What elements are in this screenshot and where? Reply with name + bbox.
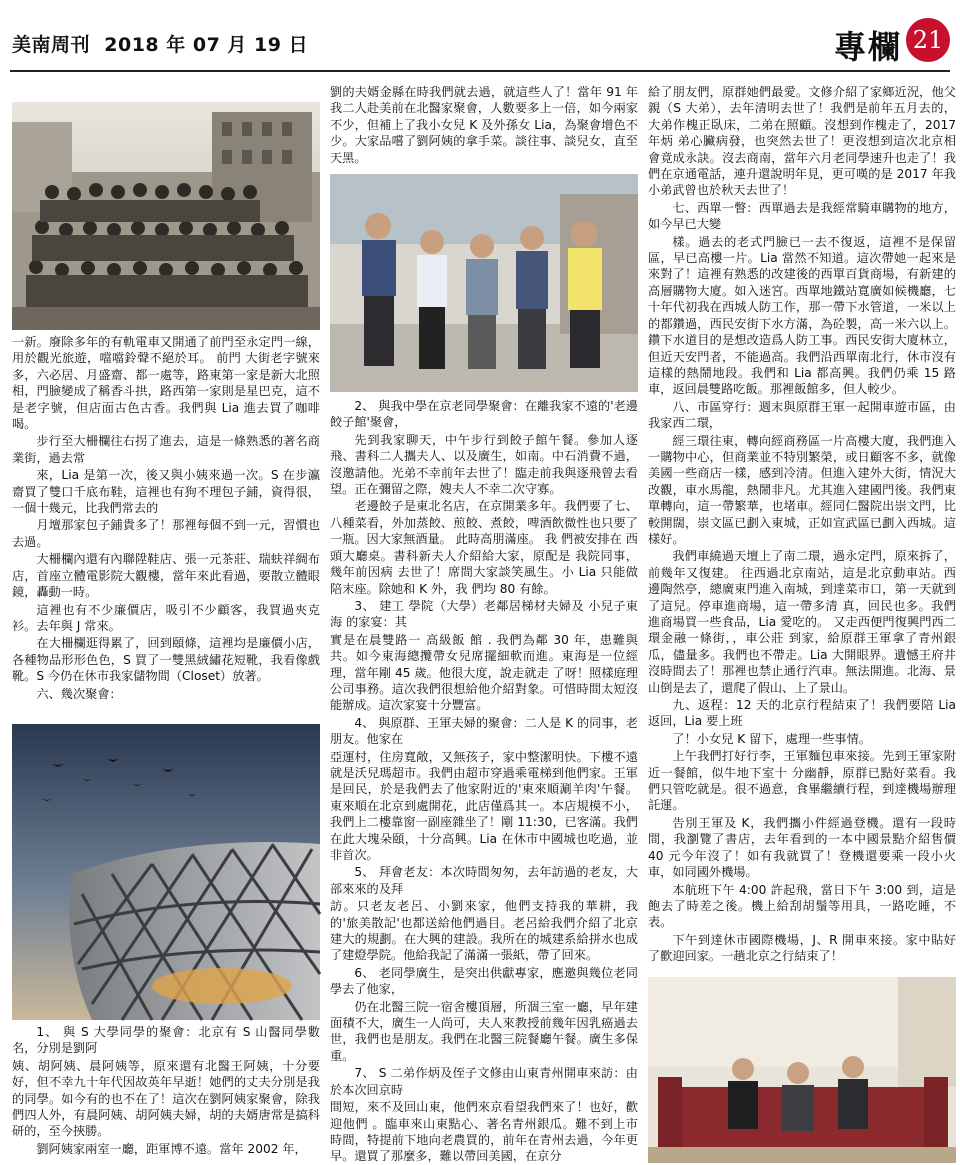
col3-paragraph-7: 九、返程：12 天的北京行程結束了！我們要陪 Lia 返回，Lia 要上班 [648,698,956,729]
col3-paragraph-11: 本航班下午 4:00 許起飛，當日下午 3:00 到，這是飽去了時差之後。機上給刮胡鬚等用具，一路吃睡，不表。 [648,882,956,930]
col2-paragraph-7: 4、 與原群、王軍夫婦的聚會：二人是 K 的同事，老朋友。他家在 [330,715,638,747]
col3-paragraph-6: 我們車繞過天壇上了南二環，過永定門，原來拆了，前幾年又復建。 往西過北京南站，這是北京動車站。西邊陶然亭，總廣東門進入南城，到達菜市口，第一天就到了這兒。停車進商場，這一帶多清 真，回民也多。我們進商場買一些食品，Lia 愛吃的。 又走西便門復興門西二環金融一條街，，車公莊 到家，給原群王軍拿了青州銀瓜，儘量多。我們也不帶走。Lia 大開眼界。遺憾王府井沒時間去了！那裡也禁止通行汽車。無法開進。北海、景山倒是去了，還爬了假山、上了景山。 [648,549,956,695]
five-people-photo [330,174,638,392]
col3-paragraph-10: 告別王軍及 K，我們攜小件經過登機。還有一段時間，我瀏覽了書店，去年看到的一本中國景點介紹售價 40 元今年沒了！如有我就買了！登機還要乘一段小火車，如同國外機場。 [648,815,956,880]
home-sofa-photo [648,977,956,1163]
birds-nest-stadium-photo [12,724,320,1020]
vintage-group-photo [12,102,320,330]
masthead [12,30,308,57]
col3-paragraph-3: 樣。過去的老式門臉已一去不復返，這裡不是保留區，早已高樓一片。Lia 當然不知道。這次帶她一起來是來對了！這裡有熟悉的改建後的西單百貨商場，有新建的高層購物大廈。如入迷宮。西單地鐵站寬廣如候機廳，七十年代初我在西城人防工作，那一帶下水管道，一米以上的都鑽過，西民安街下水方滿，為砼製，高一米六以上。鑽下水道目的是想改造爲人防工事。西民安街大廈林立，但近天安門者，不能過高。我們沿西單南北行，休市沒有這樣的熱鬧地段。我們和 Lia 都高興。我們仍乘 15 路車，返回晨雙路吃飯。那裡飯館多，但人較少。 [648,234,956,397]
col2-paragraph-13: 7、 S 二弟作炳及侄子文修由山東青州開車來訪：由於本次回京時 [330,1066,638,1097]
page-header [0,0,960,72]
publication-name: 美南周刊 [12,34,91,56]
article-column-3 [648,84,956,1094]
col2-paragraph-6: 實是在晨雙路一 高級飯 館 . 我們為鄰 30 年，患難與共。如今東海總攬帶女兒席擺細軟而進。東海是一位經理，當年剛 45 歲。他很大度，說走就走 了呀！照樣庭理公司事務。這次我們很想給他介紹對象。可惜時間太短沒能辦成。這次家宴十分豐富。 [330,632,638,713]
col2-paragraph-4: 老邊餃子是東北名店，在京開業多年。我們要了七、八種菜看，外加蒸餃、煎餃、煮餃，啤酒飲微性也只要了一瓶。因大家無酒量。 此時高朋滿座。 我 們被安排在 西頭大廳桌。書科新夫人介紹給大家，原配是 我院同事，幾年前因病 去世了！席間大家談笑風生。小 Lia 只能做陪末座。除她和 K 外，我 們均 80 有餘。 [330,499,638,596]
col3-paragraph-12: 下午到達休市國際機場，J、R 開車來接。家中貼好了歡迎回家。一趟北京之行結束了！ [648,932,956,964]
col3-paragraph-2: 七、西單一瞥：西單過去是我經常騎車購物的地方，如今早已大變 [648,200,956,232]
issue-date: 2018 年 07 月 19 日 [104,34,309,56]
stadium-photo [12,724,320,1020]
page-number-badge: 21 [906,18,950,62]
header-rule [10,70,950,72]
col2-paragraph-5: 3、 建工 學院（大學）老鄰居梯材夫婦及 小兒子東 海 的家宴：其 [330,598,638,630]
three-seated-people-photo [648,977,956,1163]
col2-paragraph-1: 劉的夫婿金縣在時我們就去過，就這些人了！當年 91 年我二人赴美前在北醫家聚會，人數要多上一倍，如今兩家不少，但補上了我小女兒 K 及外孫女 Lia，為聚會增色不少。大家品嚐了劉阿姨的拿手菜。談往事、談兒女，直至天黑。 [330,85,638,165]
col2-paragraph-8: 亞運村，住房寬敞，又無孩子，家中整潔明快。下樓不遠就是沃兒瑪超市。我們由超市穿過乘電梯到他們家。王軍是回民，於是我們去了他家附近的'東來順涮羊肉'午餐。東來順在北京到處開花，此店僅爲其一。本店規模不小，我們上二樓靠窗一副座雜坐了！剛 11:30，已客滿。我們在此大塊朵頤，十分高興。Lia 在休市中國城也吃過，並非首次。 [330,749,638,862]
family-group-photo [330,174,638,392]
col1-paragraph-9: 姨、胡阿姨、晨阿姨等，原來還有北醫王阿姨，十分要好，但不幸九十年代因故英年早逝！她們的丈夫分別是我的同學。如今有的也不在了！這次在劉阿姨家聚會，除我們四人外，有晨阿姨、胡阿姨夫婦，胡的夫婿唐常是搞科研的，至今挾勝。 [12,1058,320,1139]
col2-paragraph-11: 6、 老同學廣生，是突出供獻專家，應邀與幾位老同學去了他家， [330,965,638,997]
article-column-2 [330,84,638,1164]
col1-paragraph-3: 來，Lia 是第一次，後又與小姨來過一次。S 在步瀛齋買了雙口千底布鞋，這裡也有狗不理包子鋪，資得很，一個十幾元，比我們常去的 [12,468,320,516]
col1-paragraph-6: 這裡也有不少廉價店，吸引不少顧客，我買過夾克衫。去年與 J 常來。 [12,602,320,633]
section-title: 專欄 [833,28,902,66]
col1-paragraph-5: 大柵欄內還有內聯陞鞋店、張一元茶莊、瑞蚨祥綢布店，首座立體電影院大觀樓，當年來此看過，要散立體眼鏡，轟動一時。 [12,552,320,600]
col2-paragraph-12: 仍在北醫三院一宿舍樓頂層，所涸三室一廳，早年建面積不大，廣生一人尚可，夫人來教授前幾年因乳癌過去世，我們也是朋友。我們在北醫三院餐廳午餐。廣生多保重。 [330,999,638,1063]
col3-paragraph-9: 上午我們打好行李，王軍麵包車來接。先到王軍家附近一餐館，似牛地下室十 分幽靜，原群已點好菜看。我們只管吃就是。很不過意，食畢繼續行程，到達機場辦理託運。 [648,749,956,813]
col3-paragraph-4: 八、市區穿行：週末與原群王軍一起開車遊市區，由我家西二環， [648,399,956,431]
col1-paragraph-7: 在大柵欄逛得累了，回到頤條，這裡均是廉價小店，各種物品形形色色，S 買了一雙黑絨繡花短靴，我看像戲靴。S 今仍在休市我家儲物間（Closet）放著。 [12,636,320,684]
col2-paragraph-14: 間短，來不及回山東，他們來京看望我們來了！也好，歡迎他們 。臨車來山東點心、著名青州銀瓜。難不到上市時間，特提前下地向老農買的，前年在青州去過，今年更早。還買了那麼多，難以帶回美國，在京分 [330,1100,638,1164]
col1-paragraph-10: 劉阿姨家兩室一廳，距軍博不遠。當年 2002 年， [36,1141,307,1156]
col2-paragraph-9: 5、 拜會老友：本次時間匆匆，去年訪過的老友，大部來來的及拜 [330,865,638,896]
col1-paragraph-1: 一新。廢除多年的有軌電車又開通了前門至永定門一線，用於觀光旅遊，噹噹鈴聲不絕於耳。 前門 大街老字號來多，六必居、月盛齋、都一處等，路東第一家是新大北照相，門臉變成了稱香斗拱，路西第一家則是星巴克，這不是老字號，但店面古色古香。我們與 Lia 進去買了咖啡喝。 [12,335,320,432]
col1-paragraph-4: 月壇那家包子鋪貴多了！那裡每個不到一元，習慣也去過。 [12,518,320,549]
group-photo-1 [12,102,320,330]
col1-paragraph-8: 六、幾次聚會： [36,686,122,701]
col3-paragraph-5: 經三環往東，轉向經商務區一片高樓大廈，我們進入一購物中心，但商業並不特別繁榮，或日顧客不多，就像美國一些商店一樣，感到冷清。但進入建外大街，情況大改觀，車水馬龍，熱鬧非凡。尤其進入建國門後。我們東單轉向，這一帶繁華，也堵車。經同仁醫院出崇文門，比較開闊，崇文區已劃入東城，正如宣武區已劃入西城。這樣好。 [648,433,956,546]
col2-paragraph-10: 訪。只老友老呂、小劉來家，他們支持我的華耕，我的'旅美散記'也都送給他們過目。老呂給我們介紹了北京建大的規劃。在大興的建設。我所在的城建系給拼水也成了建燈學院。他給我記了滿滿一張紙，帶了回來。 [330,899,638,963]
col1-caption-1: 1、 與 S 大學同學的聚會：北京有 S 山醫同學數名，分別是劉阿 [12,1024,320,1056]
col2-paragraph-3: 先到我家聊天，中午步行到餃子館午餐。參加人逐飛、書科二人攜夫人、以及廣生，如南。中石消費不過，沒邀請他。光弟不幸前年去世了！臨走前我與逐飛曾去看望。正在彌留之際，嫂夫人不幸二次守寡。 [330,432,638,497]
col1-paragraph-2: 步行至大柵欄往右拐了進去，這是一條熟悉的著名商業街，過去常 [12,434,320,465]
article-column-1 [12,84,320,1156]
col3-paragraph-8: 了！小女兒 K 留下，處理一些事情。 [672,731,871,746]
col3-paragraph-1: 給了朋友們，原群她們最愛。文修介紹了家鄉近況，他父親（S 大弟），去年清明去世了！我們是前年五月去的，大弟作槐正臥床，二弟在照顧。沒想到作槐走了，2017 年炳 弟心臟病發，也突然去世了！更沒想到這次北京相會竟成永訣。沒去商南，當年六月老同學速升也走了！我們在京通電話，連升還說明年見，更可嘆的是 2017 年我小弟武曾也於秋天去世了！ [648,85,956,198]
col2-paragraph-2: 2、 與我中學在京老同學聚會：在離我家不遠的'老邊餃子館'聚會， [330,399,638,430]
